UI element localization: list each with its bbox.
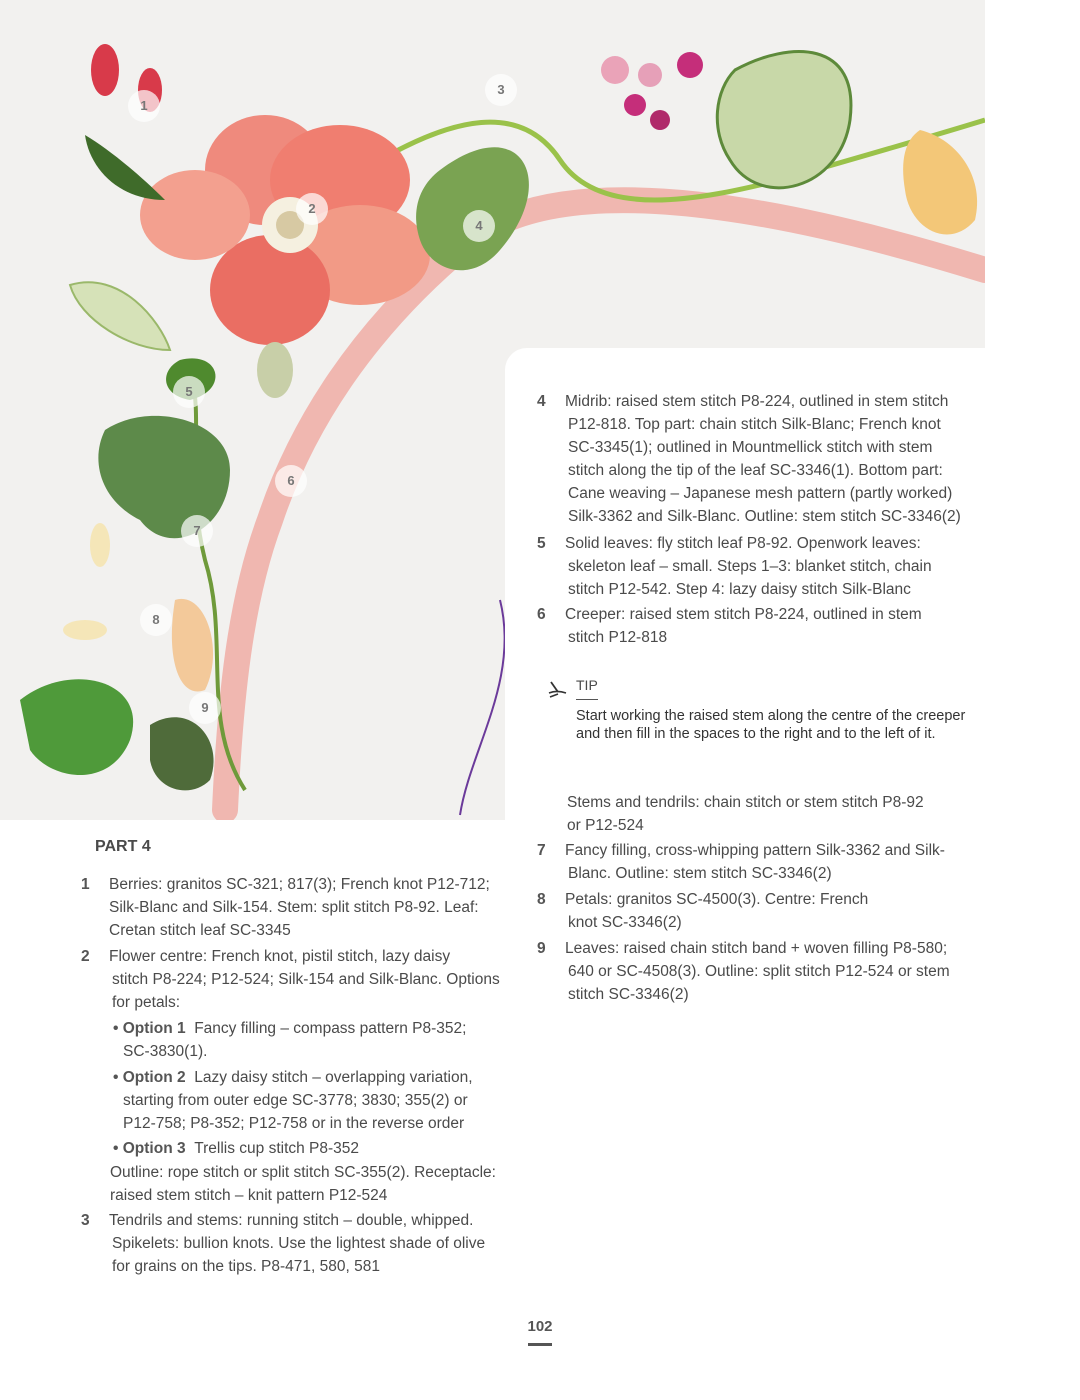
item-number: 8 bbox=[537, 891, 546, 908]
photo-marker-6: 6 bbox=[275, 465, 307, 497]
small-flower bbox=[638, 63, 662, 87]
item-line: Leaves: raised chain stitch band + woven filling P8-580; bbox=[565, 940, 948, 957]
item-number: 7 bbox=[537, 842, 546, 859]
outline-line: Outline: rope stitch or split stitch SC-355(2). Receptacle: bbox=[110, 1164, 496, 1181]
option-3 bbox=[113, 1137, 523, 1160]
photo-marker-5: 5 bbox=[173, 376, 205, 408]
leaf bbox=[172, 599, 213, 692]
photo-marker-1: 1 bbox=[128, 90, 160, 122]
item-number: 9 bbox=[537, 940, 546, 957]
page-number: 102 bbox=[527, 1318, 553, 1335]
legend-item-5 bbox=[537, 532, 986, 601]
leaf bbox=[150, 717, 214, 790]
outline-line: raised stem stitch – knit pattern P12-524 bbox=[110, 1187, 388, 1204]
item-line: skeleton leaf – small. Steps 1–3: blanket stitch, chain bbox=[568, 558, 932, 575]
option-line: Lazy daisy stitch – overlapping variation, bbox=[194, 1069, 473, 1086]
small-flower bbox=[601, 56, 629, 84]
stems-line: Stems and tendrils: chain stitch or stem stitch P8-92 bbox=[567, 794, 924, 811]
section-heading: PART 4 bbox=[95, 838, 151, 855]
leaf bbox=[903, 130, 977, 234]
item-line: for petals: bbox=[112, 994, 181, 1011]
tip-text: Start working the raised stem along the centre of the creeper and then fill in the spaces to the right and to the left of it. bbox=[576, 708, 966, 742]
item-line: P12-818. Top part: chain stitch Silk-Blanc; French knot bbox=[568, 416, 941, 433]
item-line: Spikelets: bullion knots. Use the lightest shade of olive bbox=[112, 1235, 486, 1252]
option-label: • Option 2 bbox=[113, 1069, 186, 1086]
legend-item-7 bbox=[537, 839, 986, 885]
tip-label: TIP bbox=[576, 677, 598, 693]
stems-note bbox=[567, 791, 987, 837]
leaf bbox=[20, 679, 133, 775]
item-line: Cane weaving – Japanese mesh pattern (partly worked) bbox=[568, 485, 953, 502]
item-line: knot SC-3346(2) bbox=[568, 914, 682, 931]
purple-tendril bbox=[460, 600, 505, 815]
item-line: Solid leaves: fly stitch leaf P8-92. Openwork leaves: bbox=[565, 535, 921, 552]
item-line: Flower centre: French knot, pistil stitch, lazy daisy bbox=[109, 948, 451, 965]
legend-item-4 bbox=[537, 390, 986, 528]
item-line: stitch P12-542. Step 4: lazy daisy stitch Silk-Blanc bbox=[568, 581, 911, 598]
item-number: 1 bbox=[81, 876, 90, 893]
tip-underline bbox=[576, 699, 598, 700]
legend-item-6 bbox=[537, 603, 986, 649]
item-line: Petals: granitos SC-4500(3). Centre: French bbox=[565, 891, 869, 908]
option-1 bbox=[113, 1017, 523, 1063]
item-line: stitch P8-224; P12-524; Silk-154 and Silk-Blanc. Options bbox=[112, 971, 500, 988]
option-line: Trellis cup stitch P8-352 bbox=[194, 1140, 360, 1157]
item-line: stitch SC-3346(2) bbox=[568, 986, 689, 1003]
small-flower bbox=[677, 52, 703, 78]
photo-marker-9: 9 bbox=[189, 692, 221, 724]
stems-line: or P12-524 bbox=[567, 817, 644, 834]
legend-item-3 bbox=[81, 1209, 525, 1278]
item-line: for grains on the tips. P8-471, 580, 581 bbox=[112, 1258, 380, 1275]
item-number: 4 bbox=[537, 393, 546, 410]
item-number: 2 bbox=[81, 948, 90, 965]
photo-marker-7: 7 bbox=[181, 515, 213, 547]
option-2 bbox=[113, 1066, 523, 1135]
bud bbox=[257, 342, 293, 398]
item-line: Midrib: raised stem stitch P8-224, outlined in stem stitch bbox=[565, 393, 949, 410]
item-number: 6 bbox=[537, 606, 546, 623]
item-line: 640 or SC-4508(3). Outline: split stitch P12-524 or stem bbox=[568, 963, 950, 980]
item-line: Tendrils and stems: running stitch – double, whipped. bbox=[109, 1212, 474, 1229]
item-number: 5 bbox=[537, 535, 546, 552]
item-line: Berries: granitos SC-321; 817(3); French knot P12-712; bbox=[109, 876, 490, 893]
option-line: Fancy filling – compass pattern P8-352; bbox=[194, 1020, 467, 1037]
berry bbox=[91, 44, 119, 96]
small-flower bbox=[650, 110, 670, 130]
page-number-underline bbox=[528, 1343, 552, 1346]
photo-marker-2: 2 bbox=[296, 193, 328, 225]
legend-item-1 bbox=[81, 873, 525, 942]
item-line: Silk-3362 and Silk-Blanc. Outline: stem stitch SC-3346(2) bbox=[568, 508, 961, 525]
outline-note bbox=[110, 1161, 530, 1207]
legend-item-2 bbox=[81, 945, 525, 1014]
legend-item-9 bbox=[537, 937, 986, 1006]
needle-icon bbox=[548, 680, 568, 700]
item-line: Fancy filling, cross-whipping pattern Silk-3362 and Silk- bbox=[565, 842, 945, 859]
option-line: P12-758; P8-352; P12-758 or in the reverse order bbox=[123, 1115, 465, 1132]
item-line: Silk-Blanc and Silk-154. Stem: split stitch P8-92. Leaf: bbox=[109, 899, 479, 916]
leaf bbox=[70, 282, 170, 350]
photo-marker-8: 8 bbox=[140, 604, 172, 636]
photo-marker-4: 4 bbox=[463, 210, 495, 242]
leaf bbox=[416, 147, 529, 270]
option-label: • Option 3 bbox=[113, 1140, 186, 1157]
item-number: 3 bbox=[81, 1212, 90, 1229]
small-flower bbox=[624, 94, 646, 116]
item-line: Blanc. Outline: stem stitch SC-3346(2) bbox=[568, 865, 832, 882]
leaf bbox=[85, 135, 165, 200]
item-line: Creeper: raised stem stitch P8-224, outlined in stem bbox=[565, 606, 922, 623]
item-line: Cretan stitch leaf SC-3345 bbox=[109, 922, 291, 939]
photo-marker-3: 3 bbox=[485, 74, 517, 106]
item-line: stitch P12-818 bbox=[568, 629, 668, 646]
leaf bbox=[98, 416, 230, 538]
option-line: SC-3830(1). bbox=[123, 1043, 208, 1060]
item-line: SC-3345(1); outlined in Mountmellick stitch with stem bbox=[568, 439, 933, 456]
legend-item-8 bbox=[537, 888, 986, 934]
option-label: • Option 1 bbox=[113, 1020, 186, 1037]
item-line: stitch along the tip of the leaf SC-3346(1). Bottom part: bbox=[568, 462, 943, 479]
petal bbox=[63, 620, 107, 640]
petal bbox=[90, 523, 110, 567]
option-line: starting from outer edge SC-3778; 3830; 355(2) or bbox=[123, 1092, 468, 1109]
